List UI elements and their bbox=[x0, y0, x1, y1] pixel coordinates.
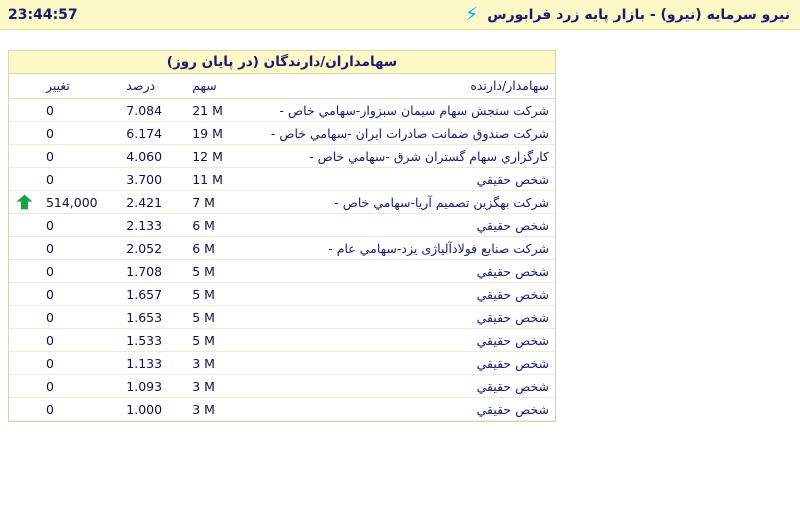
cell-share: 5 M bbox=[186, 306, 246, 329]
table-header-row bbox=[9, 74, 555, 99]
cell-change: 0 bbox=[40, 306, 120, 329]
card-header bbox=[9, 50, 555, 74]
cell-change: 0 bbox=[40, 375, 120, 398]
cell-arrow-empty bbox=[9, 375, 40, 398]
cell-share: 3 M bbox=[186, 398, 246, 421]
cell-change: 0 bbox=[40, 99, 120, 122]
table-head bbox=[9, 74, 555, 99]
cell-arrow-empty bbox=[9, 306, 40, 329]
bolt-icon: ⚡ bbox=[465, 3, 479, 25]
table-row[interactable] bbox=[9, 306, 555, 329]
cell-share: 12 M bbox=[186, 145, 246, 168]
cell-change: 0 bbox=[40, 122, 120, 145]
table-body bbox=[9, 99, 555, 421]
cell-percent: 2.052 bbox=[120, 237, 186, 260]
cell-change: 0 bbox=[40, 260, 120, 283]
table-row[interactable] bbox=[9, 283, 555, 306]
cell-holder-name: شخص حقيقي bbox=[246, 283, 555, 306]
arrow-up-icon bbox=[9, 191, 40, 214]
cell-arrow-empty bbox=[9, 329, 40, 352]
cell-change: 0 bbox=[40, 283, 120, 306]
cell-share: 5 M bbox=[186, 283, 246, 306]
cell-percent: 2.133 bbox=[120, 214, 186, 237]
table-row[interactable] bbox=[9, 99, 555, 122]
cell-arrow-empty bbox=[9, 260, 40, 283]
cell-change: 0 bbox=[40, 398, 120, 421]
cell-holder-name: شرکت صندوق ضمانت صادرات ایران -سهامي خاص - bbox=[246, 122, 555, 145]
cell-percent: 4.060 bbox=[120, 145, 186, 168]
cell-percent: 6.174 bbox=[120, 122, 186, 145]
cell-arrow-empty bbox=[9, 168, 40, 191]
cell-holder-name: شخص حقيقي bbox=[246, 352, 555, 375]
cell-percent: 1.133 bbox=[120, 352, 186, 375]
cell-arrow-empty bbox=[9, 237, 40, 260]
table-row[interactable] bbox=[9, 237, 555, 260]
cell-percent: 1.533 bbox=[120, 329, 186, 352]
cell-arrow-empty bbox=[9, 122, 40, 145]
column-header-percent[interactable]: درصد bbox=[120, 74, 186, 99]
table-row[interactable] bbox=[9, 168, 555, 191]
cell-holder-name: شخص حقيقي bbox=[246, 375, 555, 398]
cell-percent: 1.000 bbox=[120, 398, 186, 421]
column-header-name[interactable]: سهامدار/دارنده bbox=[246, 74, 555, 99]
table-row[interactable] bbox=[9, 145, 555, 168]
cell-arrow-empty bbox=[9, 352, 40, 375]
table-row[interactable] bbox=[9, 214, 555, 237]
cell-arrow-empty bbox=[9, 99, 40, 122]
cell-holder-name: کارگزاري سهام گستران شرق -سهامي خاص - bbox=[246, 145, 555, 168]
cell-arrow-empty bbox=[9, 214, 40, 237]
cell-change: 0 bbox=[40, 145, 120, 168]
arrow-up-icon-shape bbox=[16, 194, 32, 210]
shareholders-card bbox=[8, 50, 556, 422]
cell-share: 11 M bbox=[186, 168, 246, 191]
cell-percent: 1.093 bbox=[120, 375, 186, 398]
instrument-title: نیرو سرمایه (نیرو) - بازار پایه زرد فرابورس bbox=[487, 6, 790, 23]
cell-share: 3 M bbox=[186, 352, 246, 375]
table-row[interactable] bbox=[9, 122, 555, 145]
cell-change: 0 bbox=[40, 237, 120, 260]
cell-share: 6 M bbox=[186, 237, 246, 260]
cell-holder-name: شرکت صنایع فولادآلیاژی یزد-سهامي عام - bbox=[246, 237, 555, 260]
cell-holder-name: شخص حقيقي bbox=[246, 214, 555, 237]
cell-holder-name: شخص حقيقي bbox=[246, 260, 555, 283]
table-row[interactable] bbox=[9, 260, 555, 283]
cell-percent: 2.421 bbox=[120, 191, 186, 214]
cell-change: 0 bbox=[40, 352, 120, 375]
cell-share: 5 M bbox=[186, 329, 246, 352]
cell-change: 0 bbox=[40, 168, 120, 191]
cell-change: 0 bbox=[40, 329, 120, 352]
cell-percent: 3.700 bbox=[120, 168, 186, 191]
cell-change: 0 bbox=[40, 214, 120, 237]
cell-holder-name: شخص حقيقي bbox=[246, 306, 555, 329]
cell-percent: 1.708 bbox=[120, 260, 186, 283]
cell-change: 514,000 bbox=[40, 191, 120, 214]
cell-share: 19 M bbox=[186, 122, 246, 145]
top-bar bbox=[0, 0, 800, 30]
column-header-arrow bbox=[9, 74, 40, 99]
table-row[interactable] bbox=[9, 191, 555, 214]
cell-share: 7 M bbox=[186, 191, 246, 214]
cell-percent: 1.653 bbox=[120, 306, 186, 329]
cell-share: 21 M bbox=[186, 99, 246, 122]
card-title: سهامداران/دارندگان (در پایان روز) bbox=[166, 54, 398, 70]
table-row[interactable] bbox=[9, 329, 555, 352]
shareholders-table bbox=[9, 74, 555, 421]
cell-share: 5 M bbox=[186, 260, 246, 283]
cell-holder-name: شخص حقيقي bbox=[246, 168, 555, 191]
clock: 23:44:57 bbox=[8, 6, 78, 23]
cell-arrow-empty bbox=[9, 398, 40, 421]
cell-arrow-empty bbox=[9, 145, 40, 168]
cell-holder-name: شخص حقيقي bbox=[246, 329, 555, 352]
cell-holder-name: شخص حقيقي bbox=[246, 398, 555, 421]
cell-arrow-empty bbox=[9, 283, 40, 306]
column-header-share[interactable]: سهم bbox=[186, 74, 246, 99]
cell-holder-name: شرکت سنجش سهام سیمان سبزوار-سهامي خاص - bbox=[246, 99, 555, 122]
cell-share: 6 M bbox=[186, 214, 246, 237]
table-row[interactable] bbox=[9, 398, 555, 421]
cell-holder-name: شرکت بهگزین تصمیم آریا-سهامي خاص - bbox=[246, 191, 555, 214]
cell-share: 3 M bbox=[186, 375, 246, 398]
cell-percent: 1.657 bbox=[120, 283, 186, 306]
cell-percent: 7.084 bbox=[120, 99, 186, 122]
table-row[interactable] bbox=[9, 375, 555, 398]
table-row[interactable] bbox=[9, 352, 555, 375]
column-header-change[interactable]: تغییر bbox=[40, 74, 120, 99]
